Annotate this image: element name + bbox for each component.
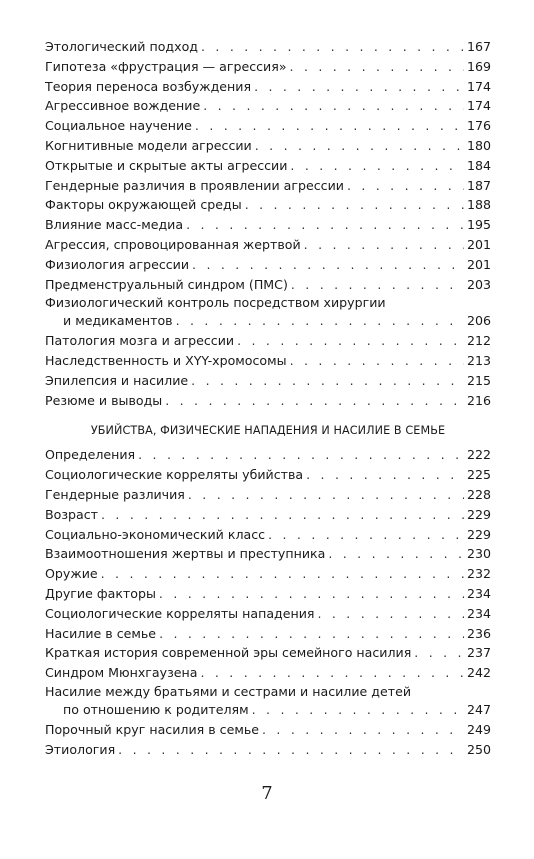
toc-entry [45, 331, 491, 351]
toc-entry [45, 604, 491, 624]
toc-entry-title: Порочный круг насилия в семье [45, 721, 259, 737]
dot-leader [290, 156, 464, 176]
page-number: 7 [261, 783, 273, 804]
toc-entry-title: Гендерные различия в проявлении агрессии [45, 177, 344, 193]
toc-entry-page: 215 [466, 372, 491, 388]
dot-leader [237, 331, 464, 351]
dot-leader [290, 351, 464, 371]
toc-entry [45, 624, 491, 644]
toc-entry-line [45, 294, 491, 311]
dot-leader [159, 624, 464, 644]
dot-leader [191, 371, 464, 391]
toc-entry-page: 180 [466, 137, 491, 153]
toc-entry-title: Насилие между братьями и сестрами и насилие детей [45, 683, 412, 699]
toc-entry [45, 485, 491, 505]
dot-leader [245, 195, 464, 215]
toc-entry-page: 234 [466, 605, 491, 621]
dot-leader [138, 445, 464, 465]
toc-entry-title: Когнитивные модели агрессии [45, 137, 252, 153]
dot-leader [159, 584, 464, 604]
toc-entry [45, 156, 491, 176]
dot-leader [347, 176, 464, 196]
table-of-contents [45, 37, 491, 759]
toc-entry-page: 249 [466, 721, 491, 737]
toc-entry-page: 242 [466, 665, 491, 681]
toc-entry-title: Патология мозга и агрессии [45, 333, 235, 349]
toc-entry-title: Возраст [45, 506, 99, 522]
dot-leader [101, 564, 464, 584]
toc-entry [45, 77, 491, 97]
dot-leader [268, 525, 464, 545]
toc-entry-title: Краткая история современной эры семейного насилия [45, 645, 412, 661]
dot-leader [252, 700, 464, 720]
toc-entry [45, 255, 491, 275]
toc-entry [45, 195, 491, 215]
toc-entry-page: 234 [466, 585, 491, 601]
toc-entry-page: 212 [466, 333, 491, 349]
toc-entry-title: Гендерные различия [45, 486, 185, 502]
toc-entry-title: Этологический подход [45, 39, 198, 54]
toc-entry [45, 643, 491, 663]
toc-entry-page: 195 [466, 217, 491, 233]
dot-leader [201, 37, 464, 57]
toc-entry-page: 174 [466, 78, 491, 94]
toc-entry-title: Эпилепсия и насилие [45, 372, 189, 388]
dot-leader [188, 485, 464, 505]
toc-entry-page: 228 [466, 486, 491, 502]
toc-entry-title: Физиологический контроль посредством хирургии [45, 295, 386, 311]
toc-entry [45, 116, 491, 136]
toc-entry [45, 505, 491, 525]
toc-entry-page: 187 [466, 177, 491, 193]
toc-entry [45, 720, 491, 740]
toc-entry-title: Определения [45, 447, 136, 463]
toc-entry [45, 37, 491, 57]
toc-entry [45, 663, 491, 683]
toc-entry-page: 230 [466, 546, 491, 562]
toc-entry-title: Наследственность и XYY-хромосомы [45, 352, 287, 368]
dot-leader [291, 275, 464, 295]
toc-entry-title: Социологические корреляты убийства [45, 467, 304, 483]
toc-entry-title: Резюме и выводы [45, 392, 163, 408]
toc-entry-title: Факторы окружающей среды [45, 197, 242, 213]
dot-leader [118, 740, 464, 760]
toc-entry [45, 564, 491, 584]
toc-entry [45, 235, 491, 255]
toc-entry-title: Гипотеза «фрустрация — агрессия» [45, 58, 287, 74]
toc-entry-title: Социально-экономический класс [45, 526, 266, 542]
dot-leader [165, 391, 464, 411]
toc-entry-page: 229 [466, 526, 491, 542]
toc-entry-page: 229 [466, 506, 491, 522]
dot-leader [414, 643, 464, 663]
toc-entry-title: Физиология агрессии [45, 256, 190, 272]
toc-entry-page: 247 [466, 701, 491, 717]
dot-leader [176, 311, 464, 331]
toc-entry-page: 213 [466, 352, 491, 368]
toc-entry-page: 169 [466, 58, 491, 74]
toc-entry-page: 206 [466, 313, 491, 329]
toc-entry [45, 465, 491, 485]
toc-entry-title: Предменструальный синдром (ПМС) [45, 276, 288, 292]
toc-entry [45, 391, 491, 411]
dot-leader [192, 255, 464, 275]
toc-entry [45, 700, 491, 720]
toc-section-2 [45, 445, 491, 759]
toc-entry [45, 371, 491, 391]
section-heading: УБИЙСТВА, ФИЗИЧЕСКИЕ НАПАДЕНИЯ И НАСИЛИЕ В СЕМЬЕ [90, 424, 446, 438]
toc-entry [45, 740, 491, 760]
toc-entry-page: 225 [466, 467, 491, 483]
toc-entry-page: 201 [466, 236, 491, 252]
dot-leader [317, 604, 463, 624]
dot-leader [101, 505, 464, 525]
toc-entry-page: 222 [466, 447, 491, 463]
toc-entry-line [45, 683, 491, 700]
toc-entry-title: Агрессивное вождение [45, 98, 201, 114]
toc-entry-title-continued: и медикаментов [63, 313, 173, 329]
toc-entry [45, 525, 491, 545]
toc-entry-title: Влияние масс-медиа [45, 217, 184, 233]
toc-entry-title: Оружие [45, 566, 98, 582]
toc-entry-title-continued: по отношению к родителям [63, 701, 249, 717]
toc-entry-page: 216 [466, 392, 491, 408]
dot-leader [195, 116, 464, 136]
toc-entry-page: 176 [466, 118, 491, 134]
toc-entry-page: 174 [466, 98, 491, 114]
dot-leader [290, 57, 464, 77]
dot-leader [203, 96, 464, 116]
toc-entry [45, 351, 491, 371]
toc-entry-title: Этиология [45, 741, 116, 757]
toc-entry-page: 203 [466, 276, 491, 292]
dot-leader [328, 544, 464, 564]
toc-entry [45, 445, 491, 465]
toc-entry-title: Теория переноса возбуждения [45, 78, 252, 94]
toc-entry-page: 236 [466, 625, 491, 641]
toc-entry-title: Синдром Мюнхгаузена [45, 665, 198, 681]
toc-entry [45, 57, 491, 77]
dot-leader [186, 215, 464, 235]
toc-entry-page: 232 [466, 566, 491, 582]
toc-entry-title: Социологические корреляты нападения [45, 605, 315, 621]
toc-entry [45, 136, 491, 156]
dot-leader [304, 235, 464, 255]
toc-entry [45, 584, 491, 604]
toc-entry-page: 188 [466, 197, 491, 213]
toc-entry-title: Открытые и скрытые акты агрессии [45, 157, 288, 173]
toc-entry [45, 311, 491, 331]
dot-leader [262, 720, 464, 740]
toc-entry-title: Насилие в семье [45, 625, 157, 641]
toc-entry-page: 237 [466, 645, 491, 661]
toc-entry-title: Другие факторы [45, 585, 156, 601]
toc-section-1 [45, 37, 491, 410]
dot-leader [200, 663, 463, 683]
toc-entry [45, 96, 491, 116]
dot-leader [306, 465, 464, 485]
toc-entry-page: 201 [466, 256, 491, 272]
toc-entry-title: Агрессия, спровоцированная жертвой [45, 236, 301, 252]
toc-entry-page: 167 [466, 39, 491, 54]
dot-leader [255, 136, 464, 156]
toc-entry-title: Взаимоотношения жертвы и преступника [45, 546, 326, 562]
toc-entry [45, 275, 491, 295]
dot-leader [254, 77, 464, 97]
toc-entry-page: 184 [466, 157, 491, 173]
toc-entry-title: Социальное научение [45, 118, 192, 134]
toc-entry-page: 250 [466, 741, 491, 757]
toc-entry [45, 215, 491, 235]
toc-entry [45, 176, 491, 196]
toc-entry [45, 544, 491, 564]
